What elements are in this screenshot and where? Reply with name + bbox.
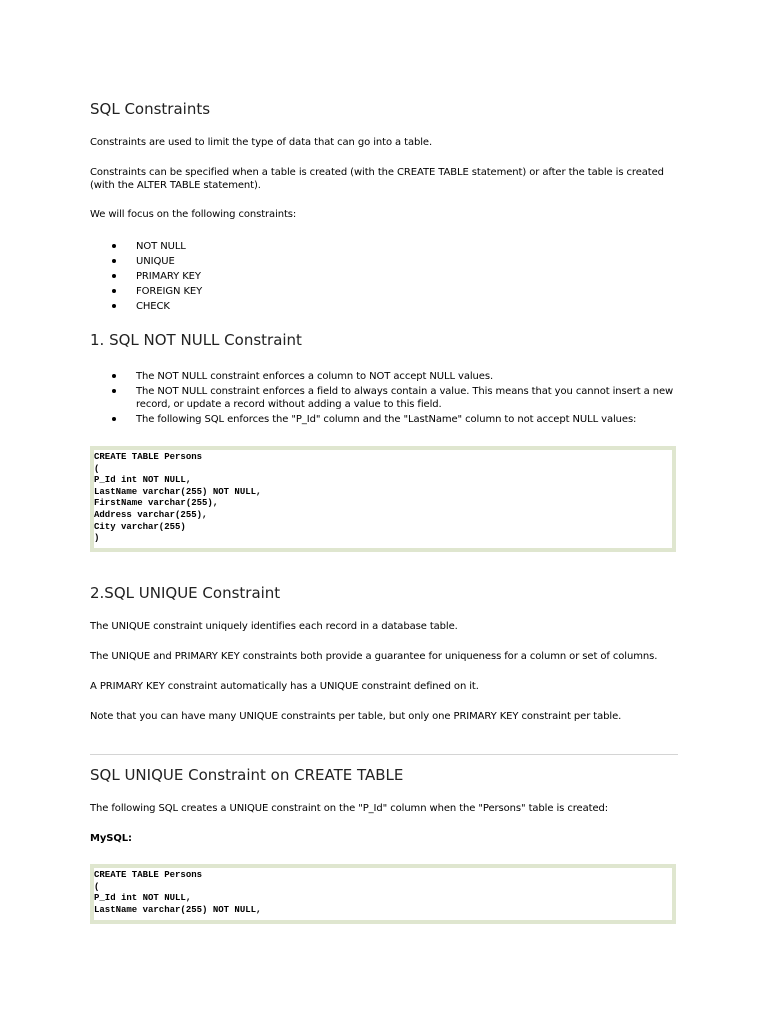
unique-paragraph-2: The UNIQUE and PRIMARY KEY constraints both provide a guarantee for uniqueness for a column or set of columns. — [90, 651, 658, 662]
bullet-icon — [112, 389, 116, 393]
code-text: CREATE TABLE Persons ( P_Id int NOT NULL, LastName varchar(255) NOT NULL, FirstName varchar(255), Address varchar(255), City varchar(255) ) — [94, 452, 262, 544]
bullet-icon — [112, 259, 116, 263]
list-item: The NOT NULL constraint enforces a column to NOT accept NULL values. — [90, 370, 680, 383]
unique-paragraph-3: A PRIMARY KEY constraint automatically has a UNIQUE constraint defined on it. — [90, 681, 479, 692]
list-item: The NOT NULL constraint enforces a field to always contain a value. This means that you cannot insert a new record, or update a record without adding a value to this field. — [90, 385, 680, 411]
list-item: NOT NULL — [90, 239, 680, 254]
intro-paragraph-3: We will focus on the following constraints: — [90, 209, 297, 220]
bullet-icon — [112, 417, 116, 421]
section-heading-unique-create: SQL UNIQUE Constraint on CREATE TABLE — [90, 766, 404, 784]
bullet-icon — [112, 289, 116, 293]
unique-paragraph-1: The UNIQUE constraint uniquely identifies each record in a database table. — [90, 621, 458, 632]
unique-paragraph-4: Note that you can have many UNIQUE constraints per table, but only one PRIMARY KEY constraint per table. — [90, 711, 622, 722]
code-text: CREATE TABLE Persons ( P_Id int NOT NULL, LastName varchar(255) NOT NULL, — [94, 870, 262, 915]
section-heading-unique: 2.SQL UNIQUE Constraint — [90, 584, 281, 602]
bullet-icon — [112, 244, 116, 248]
list-item: CHECK — [90, 299, 680, 314]
code-block-unique — [90, 864, 676, 924]
code-block-not-null — [90, 446, 676, 552]
not-null-bullets — [90, 370, 680, 428]
mysql-label: MySQL: — [90, 833, 132, 844]
list-item: The following SQL enforces the "P_Id" column and the "LastName" column to not accept NULL values: — [90, 413, 680, 426]
bullet-icon — [112, 304, 116, 308]
list-item: FOREIGN KEY — [90, 284, 680, 299]
bullet-icon — [112, 374, 116, 378]
list-item: PRIMARY KEY — [90, 269, 680, 284]
page-title: SQL Constraints — [90, 100, 211, 118]
list-item: UNIQUE — [90, 254, 680, 269]
section-divider — [90, 754, 678, 755]
section-heading-not-null: 1. SQL NOT NULL Constraint — [90, 331, 302, 349]
intro-paragraph-2: Constraints can be specified when a table is created (with the CREATE TABLE statement) or after the table is created (with the ALTER TABLE statement). — [90, 167, 664, 191]
intro-paragraph-1: Constraints are used to limit the type of data that can go into a table. — [90, 137, 433, 148]
unique-create-paragraph: The following SQL creates a UNIQUE constraint on the "P_Id" column when the "Persons" table is created: — [90, 803, 609, 814]
bullet-icon — [112, 274, 116, 278]
constraints-list — [90, 239, 680, 314]
